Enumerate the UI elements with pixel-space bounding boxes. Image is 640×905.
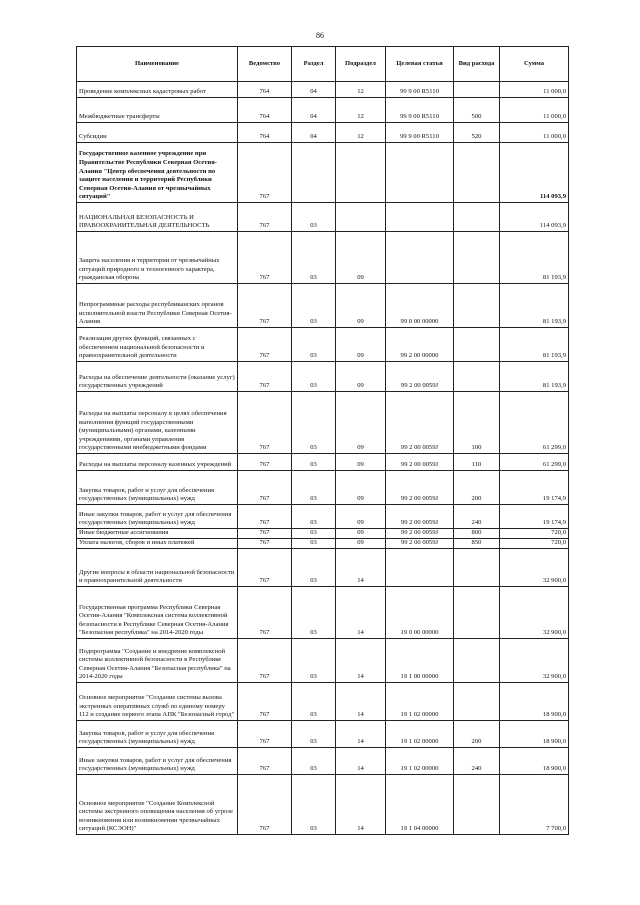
- sum-cell: 7 700,0: [500, 775, 569, 835]
- table-row: [77, 392, 569, 454]
- section-cell: 03: [292, 748, 336, 775]
- table-row: [77, 232, 569, 284]
- table-row: [77, 98, 569, 123]
- sum-cell: 81 193,9: [500, 362, 569, 392]
- sum-cell: 11 000,0: [500, 82, 569, 98]
- subsection-cell: 12: [336, 98, 386, 123]
- department-cell: 767: [238, 639, 292, 683]
- sum-cell: 61 299,0: [500, 454, 569, 471]
- sum-cell: 18 900,0: [500, 748, 569, 775]
- target-cell: 99 2 00 0059J: [386, 362, 454, 392]
- target-cell: 19 1 02 00000: [386, 721, 454, 748]
- table-row: [77, 529, 569, 539]
- header-section: Раздел: [292, 47, 336, 82]
- table-header-row: [77, 47, 569, 82]
- name-cell: Реализация других функций, связанных с обеспечением национальной безопасности и правоохранительной деятельности: [77, 328, 238, 362]
- target-cell: 99 0 00 00000: [386, 284, 454, 328]
- table-body: [77, 82, 569, 835]
- target-cell: 19 1 02 00000: [386, 748, 454, 775]
- section-cell: 03: [292, 539, 336, 549]
- subsection-cell: [336, 203, 386, 232]
- target-cell: [386, 203, 454, 232]
- department-cell: 767: [238, 529, 292, 539]
- department-cell: 767: [238, 203, 292, 232]
- sum-cell: 61 299,0: [500, 392, 569, 454]
- subsection-cell: 12: [336, 123, 386, 143]
- section-cell: 03: [292, 471, 336, 505]
- name-cell: Основное мероприятие "Создание Комплексной системы экстренного оповещения населения об угрозе возникновения или возникновении чрезвычайных ситуаций (КСЭОН)": [77, 775, 238, 835]
- name-cell: Защита населения и территории от чрезвычайных ситуаций природного и техногенного характера, гражданская оборона: [77, 232, 238, 284]
- department-cell: 767: [238, 683, 292, 721]
- expense-type-cell: 200: [454, 721, 500, 748]
- expense-type-cell: [454, 82, 500, 98]
- sum-cell: 11 000,0: [500, 123, 569, 143]
- sum-cell: 81 193,9: [500, 284, 569, 328]
- name-cell: Закупка товаров, работ и услуг для обеспечения государственных (муниципальных) нужд: [77, 471, 238, 505]
- department-cell: 767: [238, 454, 292, 471]
- section-cell: 03: [292, 362, 336, 392]
- subsection-cell: 14: [336, 587, 386, 639]
- table-row: [77, 683, 569, 721]
- target-cell: 99 2 00 0059J: [386, 539, 454, 549]
- name-cell: Расходы на выплаты персоналу казенных учреждений: [77, 454, 238, 471]
- subsection-cell: 09: [336, 362, 386, 392]
- subsection-cell: 14: [336, 683, 386, 721]
- name-cell: Подпрограмма "Создание и внедрение комплексной системы коллективной безопасности в Республике Северная Осетия-Алания "Безопасная республика" на 2014-2020 годы: [77, 639, 238, 683]
- target-cell: 99 9 00 R5110: [386, 82, 454, 98]
- subsection-cell: 14: [336, 775, 386, 835]
- header-expense-type: Вид расхода: [454, 47, 500, 82]
- name-cell: Государственное казенное учреждение при Правительстве Республики Северная Осетия-Алания "Центр обеспечения деятельности по защите населения и территорий Республики Северная Осетия-Алания от чрезвычайных ситуаций": [77, 143, 238, 203]
- target-cell: 99 2 00 0059J: [386, 529, 454, 539]
- target-cell: [386, 549, 454, 587]
- section-cell: 03: [292, 683, 336, 721]
- sum-cell: 18 900,0: [500, 721, 569, 748]
- section-cell: 03: [292, 721, 336, 748]
- subsection-cell: 14: [336, 549, 386, 587]
- table-row: [77, 328, 569, 362]
- expense-type-cell: [454, 639, 500, 683]
- target-cell: 19 1 02 00000: [386, 683, 454, 721]
- name-cell: Межбюджетные трансферты: [77, 98, 238, 123]
- sum-cell: 81 193,9: [500, 232, 569, 284]
- target-cell: [386, 232, 454, 284]
- expense-type-cell: [454, 549, 500, 587]
- target-cell: 19 1 00 00000: [386, 639, 454, 683]
- sum-cell: 11 000,0: [500, 98, 569, 123]
- section-cell: 03: [292, 232, 336, 284]
- subsection-cell: 09: [336, 454, 386, 471]
- name-cell: Закупка товаров, работ и услуг для обеспечения государственных (муниципальных) нужд: [77, 721, 238, 748]
- department-cell: 767: [238, 328, 292, 362]
- department-cell: 767: [238, 284, 292, 328]
- name-cell: Расходы на обеспечение деятельности (оказание услуг) государственных учреждений: [77, 362, 238, 392]
- sum-cell: 720,0: [500, 539, 569, 549]
- section-cell: [292, 143, 336, 203]
- name-cell: Иные закупки товаров, работ и услуг для обеспечения государственных (муниципальных) нужд: [77, 748, 238, 775]
- expense-type-cell: [454, 587, 500, 639]
- subsection-cell: 09: [336, 505, 386, 529]
- sum-cell: 18 900,0: [500, 683, 569, 721]
- sum-cell: 19 174,9: [500, 505, 569, 529]
- table-row: [77, 748, 569, 775]
- section-cell: 03: [292, 284, 336, 328]
- department-cell: 764: [238, 123, 292, 143]
- target-cell: 99 9 00 R5110: [386, 123, 454, 143]
- name-cell: Государственная программа Республики Северная Осетия-Алания "Комплексная система коллективной безопасности в Республике Северная Осетия-Алания "Безопасная республика" на 2014-2020 годы: [77, 587, 238, 639]
- department-cell: 767: [238, 505, 292, 529]
- section-cell: 03: [292, 529, 336, 539]
- target-cell: 99 2 00 00000: [386, 328, 454, 362]
- department-cell: 767: [238, 748, 292, 775]
- section-cell: 04: [292, 98, 336, 123]
- department-cell: 764: [238, 98, 292, 123]
- subsection-cell: 14: [336, 639, 386, 683]
- header-sum: Сумма: [500, 47, 569, 82]
- table-row: [77, 284, 569, 328]
- department-cell: 767: [238, 232, 292, 284]
- section-cell: 03: [292, 454, 336, 471]
- subsection-cell: 09: [336, 284, 386, 328]
- table-row: [77, 143, 569, 203]
- target-cell: 99 9 00 R5110: [386, 98, 454, 123]
- department-cell: 767: [238, 549, 292, 587]
- subsection-cell: 09: [336, 392, 386, 454]
- sum-cell: 81 193,9: [500, 328, 569, 362]
- expense-type-cell: 100: [454, 392, 500, 454]
- subsection-cell: [336, 143, 386, 203]
- name-cell: Субсидии: [77, 123, 238, 143]
- target-cell: [386, 143, 454, 203]
- sum-cell: 114 093,9: [500, 203, 569, 232]
- subsection-cell: 09: [336, 539, 386, 549]
- target-cell: 99 2 00 0059J: [386, 392, 454, 454]
- target-cell: 19 0 00 00000: [386, 587, 454, 639]
- name-cell: Иные бюджетные ассигнования: [77, 529, 238, 539]
- subsection-cell: 09: [336, 471, 386, 505]
- expense-type-cell: [454, 203, 500, 232]
- table-row: [77, 454, 569, 471]
- table-row: [77, 505, 569, 529]
- name-cell: Проведение комплексных кадастровых работ: [77, 82, 238, 98]
- expense-type-cell: 500: [454, 98, 500, 123]
- expense-type-cell: [454, 284, 500, 328]
- subsection-cell: 09: [336, 529, 386, 539]
- department-cell: 764: [238, 82, 292, 98]
- table-row: [77, 123, 569, 143]
- department-cell: 767: [238, 587, 292, 639]
- page-number: 86: [316, 31, 324, 40]
- target-cell: 19 1 04 00000: [386, 775, 454, 835]
- sum-cell: 32 900,0: [500, 639, 569, 683]
- sum-cell: 720,0: [500, 529, 569, 539]
- name-cell: Основное мероприятие "Создание системы вызова экстренных оперативных служб по единому номеру 112 и создание первого этапа АПК "Безопасный город": [77, 683, 238, 721]
- budget-table: [76, 46, 569, 835]
- section-cell: 03: [292, 587, 336, 639]
- table-row: [77, 362, 569, 392]
- section-cell: 04: [292, 82, 336, 98]
- department-cell: 767: [238, 721, 292, 748]
- expense-type-cell: 110: [454, 454, 500, 471]
- header-subsection: Подраздел: [336, 47, 386, 82]
- expense-type-cell: 200: [454, 471, 500, 505]
- expense-type-cell: 850: [454, 539, 500, 549]
- section-cell: 04: [292, 123, 336, 143]
- table-row: [77, 639, 569, 683]
- section-cell: 03: [292, 392, 336, 454]
- expense-type-cell: [454, 143, 500, 203]
- table-row: [77, 82, 569, 98]
- header-target: Целевая статья: [386, 47, 454, 82]
- table-row: [77, 539, 569, 549]
- expense-type-cell: 240: [454, 748, 500, 775]
- section-cell: 03: [292, 775, 336, 835]
- section-cell: 03: [292, 328, 336, 362]
- subsection-cell: 09: [336, 328, 386, 362]
- expense-type-cell: [454, 232, 500, 284]
- sum-cell: 19 174,9: [500, 471, 569, 505]
- department-cell: 767: [238, 539, 292, 549]
- table-row: [77, 471, 569, 505]
- header-name: Наименование: [77, 47, 238, 82]
- department-cell: 767: [238, 143, 292, 203]
- name-cell: Непрограммные расходы республиканских органов исполнительной власти Республики Северная Осетия-Алания: [77, 284, 238, 328]
- subsection-cell: 09: [336, 232, 386, 284]
- target-cell: 99 2 00 0059J: [386, 505, 454, 529]
- name-cell: Расходы на выплаты персоналу в целях обеспечения выполнения функций государственными (муниципальными) органами, казенными учреждениями, органами управления государственными внебюджетными фондами: [77, 392, 238, 454]
- department-cell: 767: [238, 775, 292, 835]
- target-cell: 99 2 00 0059J: [386, 471, 454, 505]
- section-cell: 03: [292, 203, 336, 232]
- department-cell: 767: [238, 362, 292, 392]
- table-row: [77, 203, 569, 232]
- name-cell: НАЦИОНАЛЬНАЯ БЕЗОПАСНОСТЬ И ПРАВООХРАНИТЕЛЬНАЯ ДЕЯТЕЛЬНОСТЬ: [77, 203, 238, 232]
- header-department: Ведомство: [238, 47, 292, 82]
- sum-cell: 32 900,0: [500, 587, 569, 639]
- subsection-cell: 14: [336, 748, 386, 775]
- subsection-cell: 12: [336, 82, 386, 98]
- table-row: [77, 587, 569, 639]
- section-cell: 03: [292, 505, 336, 529]
- target-cell: 99 2 00 0059J: [386, 454, 454, 471]
- table-row: [77, 721, 569, 748]
- expense-type-cell: [454, 328, 500, 362]
- department-cell: 767: [238, 392, 292, 454]
- expense-type-cell: [454, 775, 500, 835]
- name-cell: Уплата налогов, сборов и иных платежей: [77, 539, 238, 549]
- section-cell: 03: [292, 549, 336, 587]
- expense-type-cell: 520: [454, 123, 500, 143]
- expense-type-cell: 240: [454, 505, 500, 529]
- name-cell: Иные закупки товаров, работ и услуг для обеспечения государственных (муниципальных) нужд: [77, 505, 238, 529]
- department-cell: 767: [238, 471, 292, 505]
- expense-type-cell: [454, 683, 500, 721]
- name-cell: Другие вопросы в области национальной безопасности и правоохранительной деятельности: [77, 549, 238, 587]
- sum-cell: 114 093,9: [500, 143, 569, 203]
- section-cell: 03: [292, 639, 336, 683]
- expense-type-cell: [454, 362, 500, 392]
- sum-cell: 32 900,0: [500, 549, 569, 587]
- expense-type-cell: 800: [454, 529, 500, 539]
- table-row: [77, 775, 569, 835]
- table-row: [77, 549, 569, 587]
- subsection-cell: 14: [336, 721, 386, 748]
